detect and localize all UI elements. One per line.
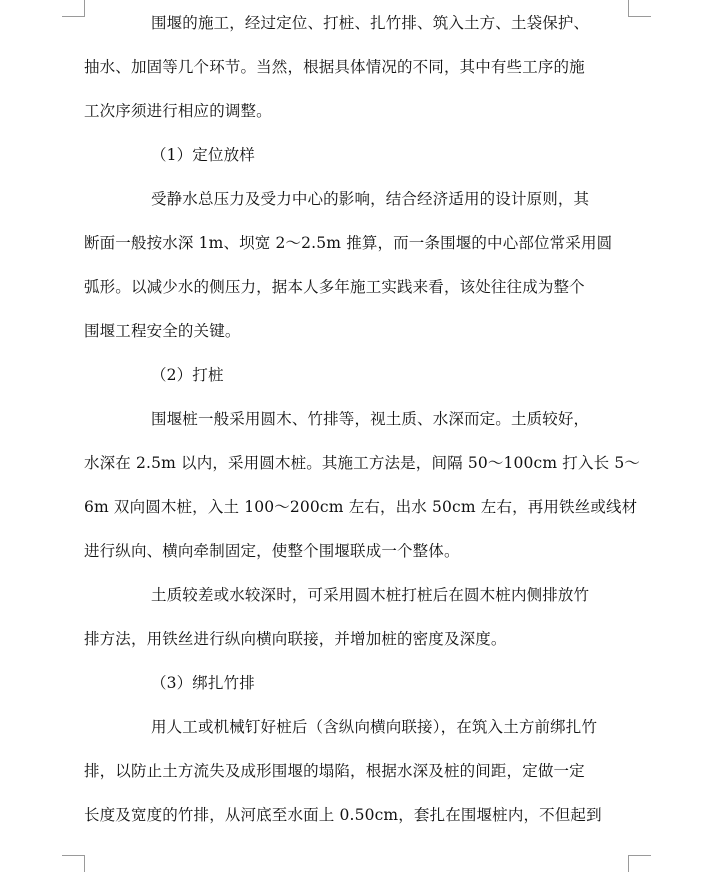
paragraph-line: 进行纵向、横向牵制固定，使整个围堰联成一个整体。 xyxy=(84,542,460,560)
paragraph-line: 工次序须进行相应的调整。 xyxy=(84,102,272,120)
paragraph-line: 断面一般按水深 1m、坝宽 2～2.5m 推算，而一条围堰的中心部位常采用圆 xyxy=(84,234,613,252)
paragraph-line: 弧形。以减少水的侧压力，据本人多年施工实践来看，该处往往成为整个 xyxy=(84,278,585,296)
paragraph-line: 围堰的施工，经过定位、打桩、扎竹排、筑入土方、土袋保护、 xyxy=(151,14,590,32)
crop-mark-top-right-vertical xyxy=(628,0,629,16)
crop-mark-top-left-vertical xyxy=(84,0,85,16)
paragraph-line: 受静水总压力及受力中心的影响，结合经济适用的设计原则，其 xyxy=(151,190,590,208)
section-heading: （3）绑扎竹排 xyxy=(151,674,255,692)
paragraph-line: 6m 双向圆木桩，入土 100～200cm 左右，出水 50cm 左右，再用铁丝或线材 xyxy=(84,498,638,516)
paragraph-line: 水深在 2.5m 以内，采用圆木桩。其施工方法是，间隔 50～100cm 打入长 5～ xyxy=(84,454,640,472)
crop-mark-top-left-horizontal xyxy=(62,16,85,17)
paragraph-line: 用人工或机械钉好桩后（含纵向横向联接），在筑入土方前绑扎竹 xyxy=(151,718,598,736)
crop-mark-bottom-left-horizontal xyxy=(62,855,85,856)
crop-mark-top-right-horizontal xyxy=(628,16,651,17)
paragraph-line: 围堰桩一般采用圆木、竹排等，视土质、水深而定。土质较好， xyxy=(151,410,590,428)
paragraph-line: 土质较差或水较深时，可采用圆木桩打桩后在圆木桩内侧排放竹 xyxy=(151,586,590,604)
paragraph-line: 围堰工程安全的关键。 xyxy=(84,322,241,340)
crop-mark-bottom-right-horizontal xyxy=(628,855,651,856)
crop-mark-bottom-left-vertical xyxy=(84,855,85,872)
paragraph-line: 长度及宽度的竹排，从河底至水面上 0.50cm，套扎在围堰桩内，不但起到 xyxy=(84,806,602,824)
section-heading: （1）定位放样 xyxy=(151,146,255,164)
crop-mark-bottom-right-vertical xyxy=(628,855,629,872)
paragraph-line: 排方法，用铁丝进行纵向横向联接，并增加桩的密度及深度。 xyxy=(84,630,507,648)
paragraph-line: 排，以防止土方流失及成形围堰的塌陷，根据水深及桩的间距，定做一定 xyxy=(84,762,585,780)
paragraph-line: 抽水、加固等几个环节。当然，根据具体情况的不同，其中有些工序的施 xyxy=(84,58,585,76)
section-heading: （2）打桩 xyxy=(151,366,224,384)
